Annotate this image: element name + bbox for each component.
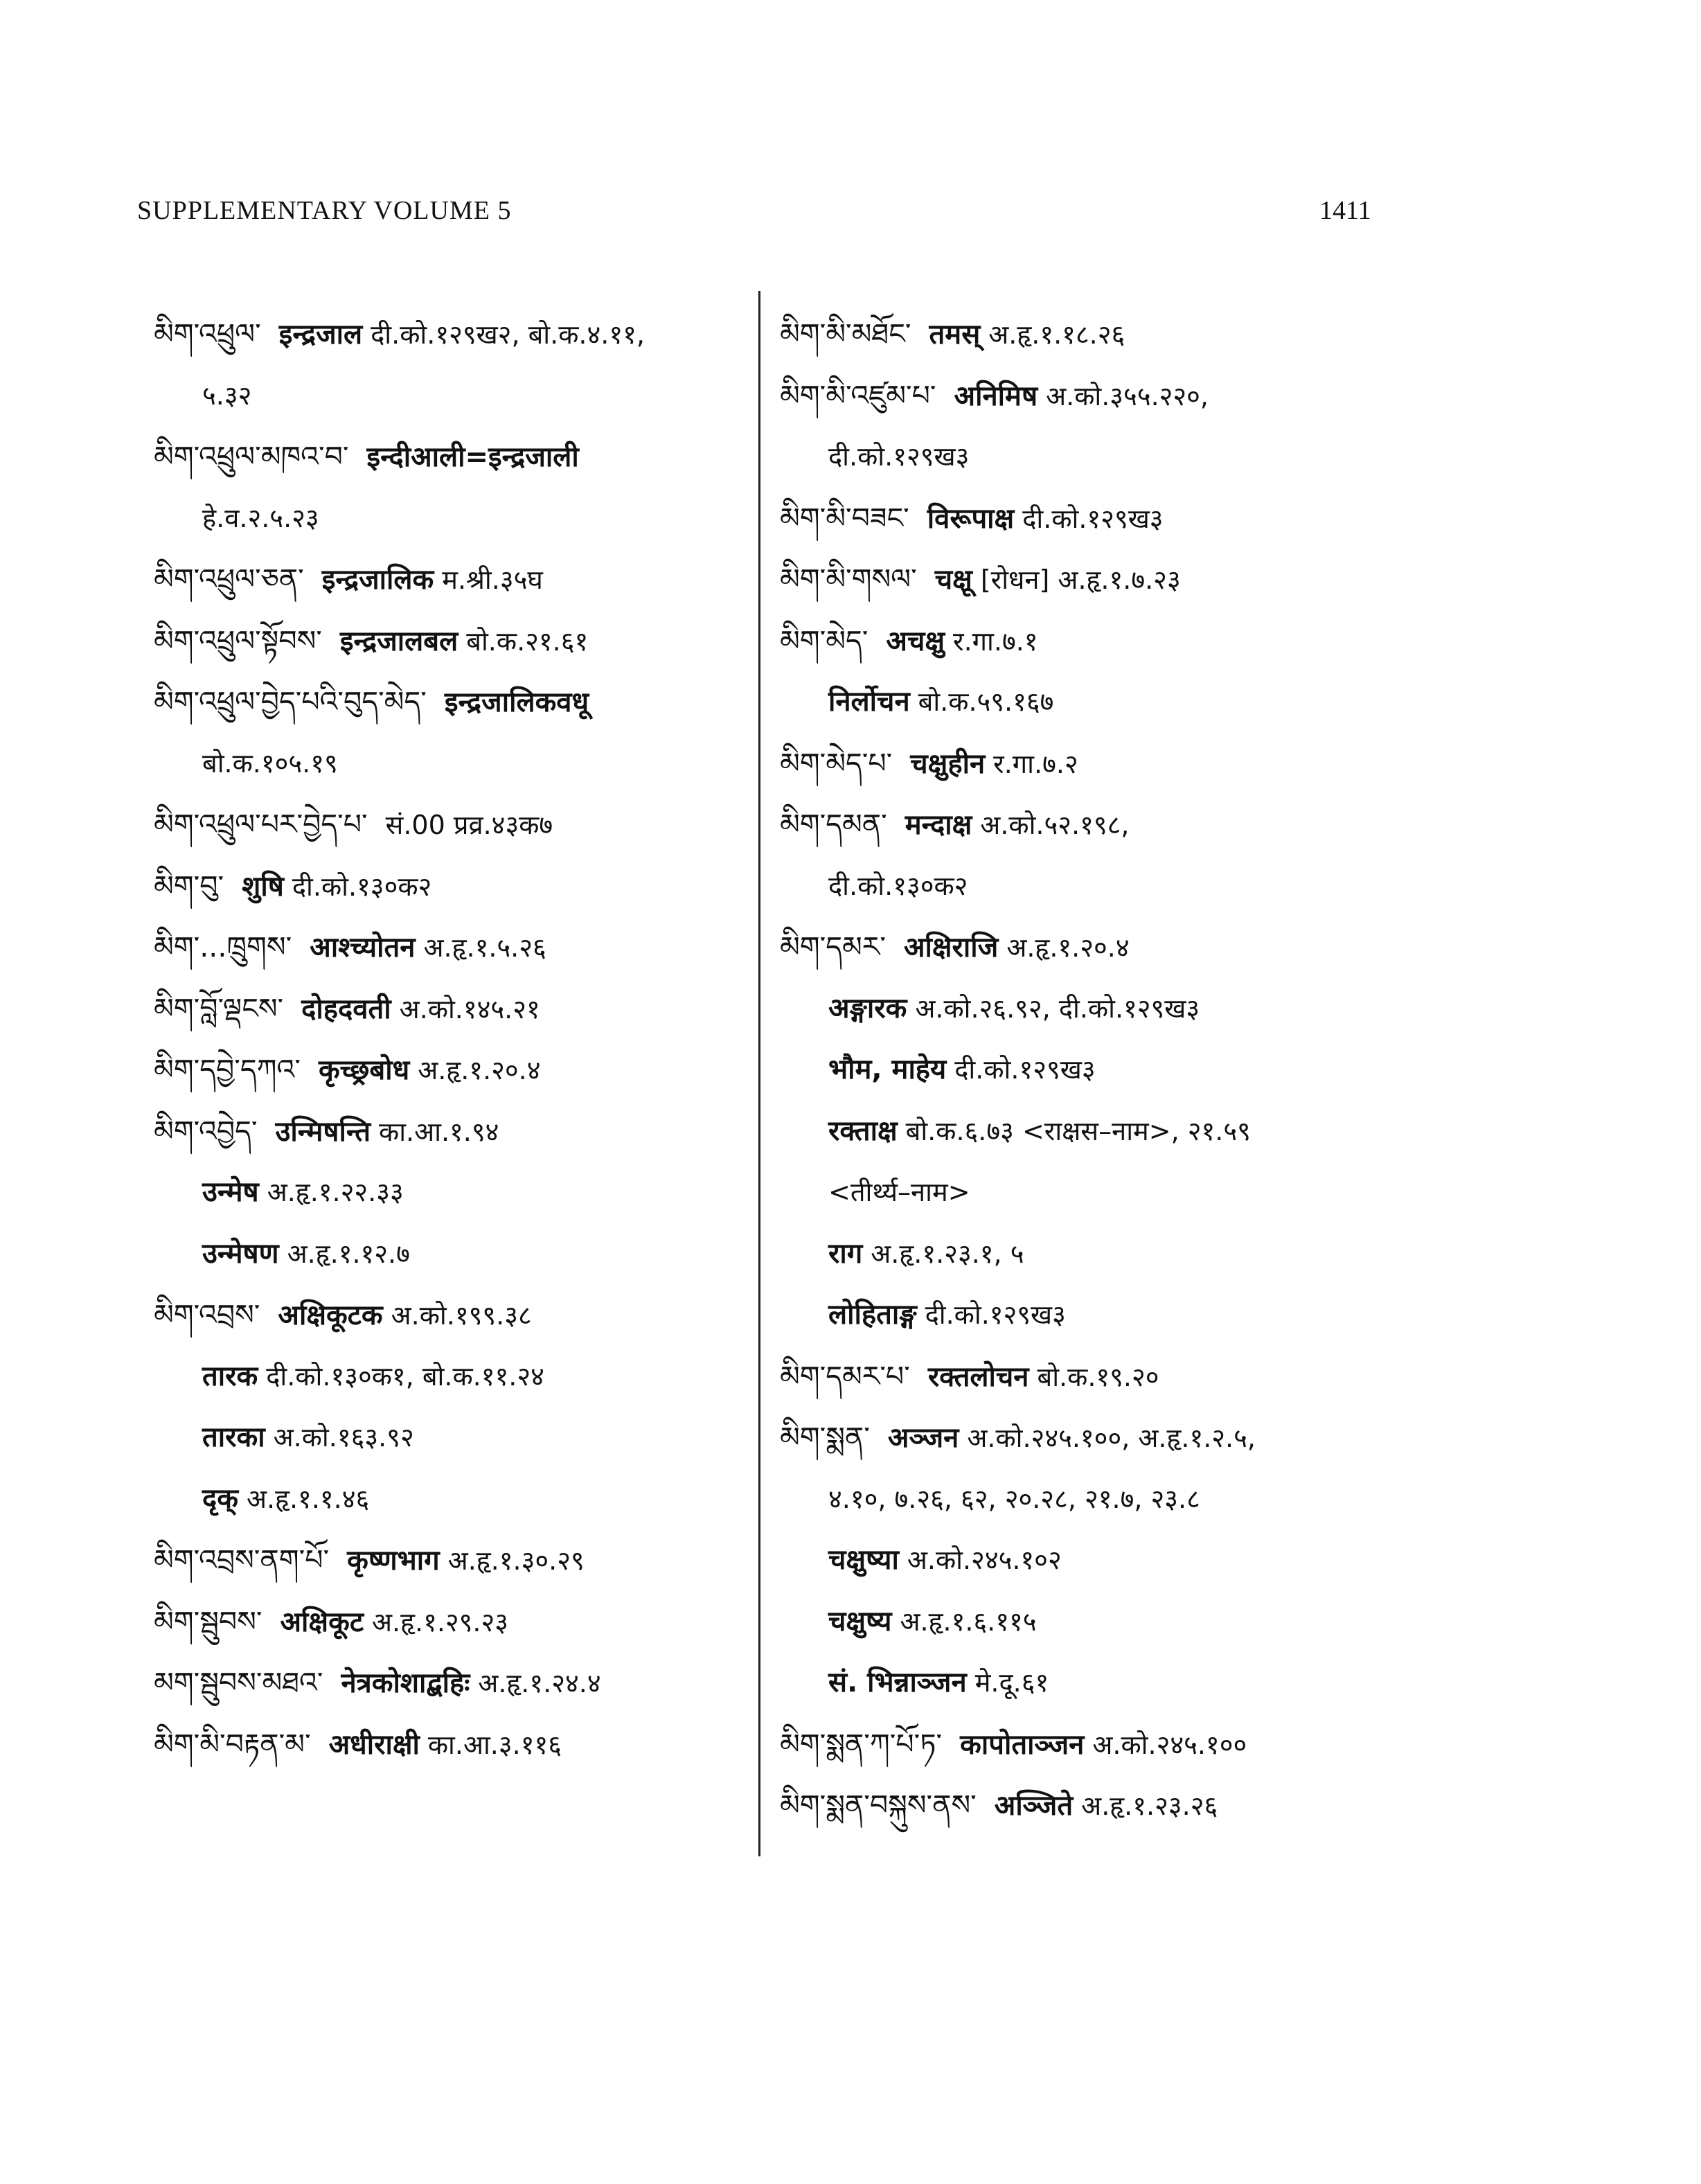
sanskrit-equivalent: सं. भिन्नाञ्जन — [828, 1667, 967, 1698]
source-reference: अ.हृ.१.१२.७ — [287, 1238, 410, 1269]
source-reference: अ.हृ.१.६.११५ — [900, 1606, 1037, 1637]
source-reference: अ.हृ.१.३०.२९ — [447, 1545, 585, 1576]
source-reference: बो.क.१९.२० — [1037, 1361, 1159, 1392]
source-reference: अ.हृ.१.२२.३३ — [267, 1177, 404, 1207]
dictionary-line — [780, 1039, 1389, 1101]
dictionary-line — [780, 1284, 1389, 1346]
source-reference: का.आ.१.९४ — [379, 1116, 499, 1147]
dictionary-line — [154, 733, 763, 794]
source-reference: अ.हृ.१.२०.४ — [418, 1055, 541, 1085]
sanskrit-equivalent: चक्षुहीन — [910, 747, 986, 780]
dictionary-line — [780, 1468, 1389, 1530]
dictionary-line — [154, 1652, 763, 1714]
column-divider — [758, 291, 760, 1856]
dictionary-line — [780, 365, 1389, 427]
dictionary-line — [154, 1162, 763, 1223]
sanskrit-equivalent: नेत्रकोशाद्बहिः — [341, 1667, 470, 1699]
tibetan-headword: མིག་མི་མཐོང་ — [780, 317, 911, 350]
dictionary-line — [780, 610, 1389, 672]
sanskrit-equivalent: चक्षुष्य — [828, 1605, 892, 1637]
source-reference: र.गा.७.२ — [993, 748, 1078, 779]
source-reference: अ.हृ.१.१.४६ — [246, 1483, 370, 1514]
dictionary-line — [154, 1591, 763, 1653]
tibetan-headword: མིག་འཕྲུལ་ — [154, 317, 261, 350]
tibetan-headword: མིག་སྨན་ — [780, 1421, 870, 1454]
dictionary-line — [154, 303, 763, 365]
sanskrit-equivalent: राग — [828, 1237, 863, 1270]
dictionary-line — [780, 1529, 1389, 1591]
tibetan-headword: མིག་འཕྲུལ་སྟོབས་ — [154, 623, 322, 657]
source-reference: <तीर्थ्य–नाम> — [828, 1177, 970, 1207]
sanskrit-equivalent: तमस् — [929, 319, 981, 350]
dictionary-line — [154, 1284, 763, 1346]
dictionary-line — [154, 978, 763, 1040]
tibetan-headword: མིག་སྨན་ཀ་པོ་ཏ་ — [780, 1727, 943, 1761]
running-title: SUPPLEMENTARY VOLUME 5 — [137, 196, 512, 225]
source-reference: दी.को.१२९ख३ — [925, 1299, 1066, 1330]
source-reference: ४.१०, ७.२६, ६२, २०.२८, २१.७, २३.८ — [828, 1483, 1200, 1514]
dictionary-line — [780, 1407, 1389, 1468]
source-reference: दी.को.१३०क२ — [292, 871, 432, 902]
sanskrit-equivalent: रक्ताक्ष — [828, 1115, 898, 1147]
dictionary-line — [154, 1101, 763, 1162]
source-reference: अ.को.२४५.१०० — [1092, 1729, 1247, 1760]
source-reference: अ.हृ.१.२०.४ — [1006, 932, 1130, 963]
tibetan-headword: མིག་འཕྲུལ་ཅན་ — [154, 562, 304, 596]
tibetan-headword: མིག་འཕྲུལ་པར་བྱེད་པ་ — [154, 808, 368, 841]
tibetan-headword: མིག་...ཁྲུགས་ — [154, 930, 292, 964]
source-reference: बो.क.१०५.१९ — [202, 747, 338, 779]
dictionary-line — [780, 794, 1389, 855]
source-reference: म.श्री.३५घ — [442, 565, 543, 595]
source-reference: अ.हृ.१.२९.२३ — [371, 1606, 509, 1637]
source-reference: हे.व.२.५.२३ — [202, 502, 319, 533]
source-reference: बो.क.२१.६१ — [466, 625, 589, 657]
sanskrit-equivalent: विरूपाक्ष — [927, 502, 1015, 535]
source-reference: दी.को.१२९ख३ — [954, 1054, 1096, 1085]
dictionary-line — [780, 1775, 1389, 1836]
sanskrit-equivalent: दृक् — [202, 1482, 238, 1515]
source-reference: बो.क.५९.१६७ — [918, 686, 1054, 717]
left-column — [154, 303, 763, 1775]
sanskrit-equivalent: तारका — [202, 1421, 265, 1453]
tibetan-headword: མིག་བུ་ — [154, 869, 224, 903]
tibetan-headword: མིག་མི་བཟང་ — [780, 501, 909, 535]
source-reference: अ.को.२६.९२, दी.को.१२९ख३ — [915, 993, 1200, 1024]
dictionary-line — [780, 855, 1389, 917]
source-reference: अ.को.३५५.२२०, — [1046, 380, 1209, 411]
tibetan-headword: མིག་མེད་པ་ — [780, 746, 893, 780]
dictionary-line — [154, 1039, 763, 1101]
dictionary-line — [154, 794, 763, 855]
dictionary-line — [780, 303, 1389, 365]
sanskrit-equivalent: अञ्जिते — [994, 1790, 1074, 1822]
right-column — [780, 303, 1389, 1836]
dictionary-line — [780, 1223, 1389, 1285]
sanskrit-equivalent: कृष्णभाग — [347, 1545, 440, 1577]
dictionary-line — [154, 1468, 763, 1530]
tibetan-headword: མག་སྦུབས་མཐའ་ — [154, 1666, 323, 1699]
tibetan-headword: མིག་མི་འཛུམ་པ་ — [780, 378, 936, 412]
sanskrit-equivalent: अनिमिष — [954, 380, 1038, 412]
dictionary-line — [780, 549, 1389, 610]
dictionary-line — [780, 1162, 1389, 1223]
sanskrit-equivalent: कृच्छ्रबोध — [318, 1054, 410, 1086]
source-reference: सं.00 प्रव्र.४३क७ — [385, 810, 553, 840]
dictionary-line — [780, 1101, 1389, 1162]
source-reference: का.आ.३.११६ — [427, 1729, 562, 1760]
tibetan-headword: མིག་འབྱེད་ — [154, 1114, 258, 1148]
sanskrit-equivalent: निर्लोचन — [828, 686, 910, 718]
source-reference: अ.को.२४५.१०२ — [907, 1545, 1062, 1575]
dictionary-line — [780, 488, 1389, 549]
source-reference: दी.को.१२९ख२, बो.क.४.११, — [371, 319, 645, 350]
dictionary-line — [780, 978, 1389, 1040]
dictionary-line — [780, 733, 1389, 794]
sanskrit-equivalent: तारक — [202, 1360, 258, 1392]
sanskrit-equivalent: उन्मेष — [202, 1176, 259, 1208]
sanskrit-equivalent: उन्मेषण — [202, 1237, 279, 1270]
dictionary-line — [154, 610, 763, 672]
sanskrit-equivalent: चक्षू — [934, 564, 972, 596]
source-reference: [रोधन] अ.हृ.१.७.२३ — [980, 565, 1181, 595]
dictionary-line — [780, 1346, 1389, 1408]
dictionary-line — [780, 1714, 1389, 1775]
tibetan-headword: མིག་མེད་ — [780, 623, 869, 657]
dictionary-line — [154, 671, 763, 733]
tibetan-headword: མིག་འབྲས་ནག་པོ་ — [154, 1543, 330, 1577]
dictionary-line — [154, 549, 763, 610]
sanskrit-equivalent: इन्द्रजालिक — [321, 564, 434, 596]
source-reference: अ.हृ.१.२४.४ — [478, 1668, 601, 1698]
dictionary-line — [780, 671, 1389, 733]
tibetan-headword: མིག་དབྱེ་དཀའ་ — [154, 1053, 301, 1086]
dictionary-line — [780, 1591, 1389, 1653]
sanskrit-equivalent: अचक्षु — [886, 625, 945, 657]
sanskrit-equivalent: दोहदवती — [301, 993, 391, 1025]
source-reference: अ.हृ.१.२३.१, ५ — [871, 1238, 1024, 1269]
dictionary-line — [154, 855, 763, 917]
sanskrit-equivalent: मन्दाक्ष — [905, 809, 972, 841]
tibetan-headword: མིག་དམན་ — [780, 808, 887, 841]
source-reference: अ.हृ.१.१८.२६ — [988, 319, 1125, 350]
sanskrit-equivalent: रक्तलोचन — [927, 1360, 1029, 1393]
sanskrit-equivalent: अक्षिकूट — [280, 1606, 364, 1638]
sanskrit-equivalent: अञ्जन — [887, 1422, 959, 1454]
tibetan-headword: མིག་སྨན་བསྐུས་ནས་ — [780, 1788, 977, 1822]
tibetan-headword: མིག་འཕྲུལ་བྱེད་པའི་བུད་མེད་ — [154, 685, 427, 718]
sanskrit-equivalent: आश्च्योतन — [310, 932, 416, 964]
source-reference: ५.३२ — [202, 380, 252, 411]
source-reference: अ.को.२४५.१००, अ.हृ.१.२.५, — [967, 1423, 1256, 1453]
sanskrit-equivalent: अधीराक्षी — [328, 1728, 420, 1761]
dictionary-line — [154, 1346, 763, 1408]
source-reference: दी.को.१३०क१, बो.क.११.२४ — [266, 1360, 544, 1392]
sanskrit-equivalent: उन्मिषन्ति — [275, 1115, 371, 1148]
source-reference: अ.हृ.१.२३.२६ — [1081, 1791, 1218, 1821]
source-reference: अ.को.५२.१९८, — [980, 810, 1130, 840]
dictionary-line — [154, 1223, 763, 1285]
sanskrit-equivalent: इन्द्रजालिकवधू — [444, 686, 589, 718]
tibetan-headword: མིག་སྦུབས་ — [154, 1604, 262, 1638]
tibetan-headword: མིག་འཕྲུལ་མཁའ་བ་ — [154, 440, 349, 473]
dictionary-line — [154, 365, 763, 427]
dictionary-line — [154, 1407, 763, 1468]
sanskrit-equivalent: इन्द्रजाल — [278, 319, 363, 350]
source-reference: अ.को.१४५.२१ — [399, 993, 540, 1024]
source-reference: दी.को.१३०क२ — [828, 870, 968, 901]
sanskrit-equivalent: अङ्गारक — [828, 992, 907, 1024]
sanskrit-equivalent: चक्षुष्या — [828, 1544, 899, 1576]
source-reference: मे.दू.६१ — [974, 1667, 1049, 1698]
source-reference: दी.को.१२९ख३ — [1022, 503, 1164, 534]
sanskrit-equivalent: इन्द्रजालबल — [339, 625, 458, 657]
dictionary-line — [154, 426, 763, 488]
dictionary-line — [154, 488, 763, 549]
dictionary-line — [154, 916, 763, 978]
source-reference: अ.को.१९९.३८ — [391, 1300, 532, 1331]
sanskrit-equivalent: अक्षिराजि — [903, 932, 999, 964]
dictionary-line — [780, 916, 1389, 978]
sanskrit-equivalent: शुषि — [242, 870, 284, 903]
sanskrit-equivalent: कापोताञ्जन — [960, 1728, 1085, 1761]
tibetan-headword: མིག་མི་གསལ་ — [780, 562, 917, 596]
page-number: 1411 — [1319, 196, 1371, 225]
dictionary-line — [780, 426, 1389, 488]
source-reference: बो.क.६.७३ <राक्षस–नाम>, २१.५९ — [905, 1115, 1251, 1146]
sanskrit-equivalent: भौम, माहेय — [828, 1054, 947, 1085]
tibetan-headword: མིག་དམར་པ་ — [780, 1359, 910, 1393]
sanskrit-equivalent: इन्दीआली=इन्द्रजाली — [366, 441, 579, 473]
tibetan-headword: མིག་མི་བརྟན་མ་ — [154, 1727, 311, 1761]
source-reference: दी.को.१२९ख३ — [828, 441, 970, 472]
dictionary-line — [154, 1714, 763, 1775]
tibetan-headword: མིག་འབྲས་ — [154, 1298, 260, 1331]
tibetan-headword: མིག་བློ་ལྡངས་ — [154, 991, 284, 1025]
source-reference: अ.हृ.१.५.२६ — [423, 932, 546, 963]
source-reference: र.गा.७.१ — [953, 625, 1038, 657]
sanskrit-equivalent: लोहिताङ्ग — [828, 1299, 917, 1331]
sanskrit-equivalent: अक्षिकूटक — [278, 1299, 383, 1331]
tibetan-headword: མིག་དམར་ — [780, 930, 886, 964]
dictionary-line — [154, 1529, 763, 1591]
dictionary-line — [780, 1652, 1389, 1714]
source-reference: अ.को.१६३.९२ — [273, 1422, 414, 1453]
